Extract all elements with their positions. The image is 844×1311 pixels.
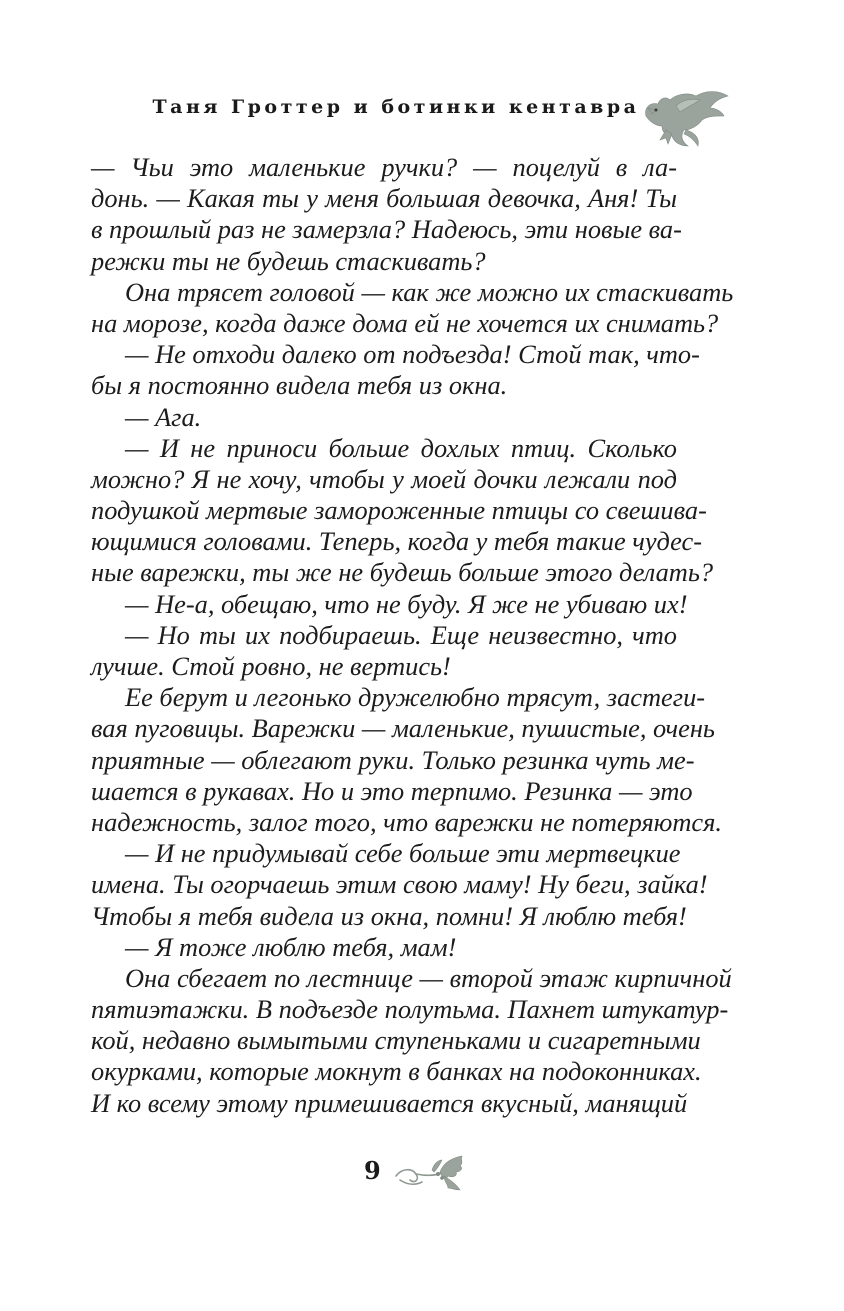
- text-line: шается в рукавах. Но и это терпимо. Резинка — это: [91, 775, 693, 806]
- text-line: Ее берут и легонько дружелюбно трясут, застеги-: [125, 682, 706, 713]
- text-line: режки ты не будешь стаскивать?: [91, 245, 486, 276]
- text-line: — Я тоже люблю тебя, мам!: [125, 931, 457, 962]
- page-footer: [0, 1150, 844, 1200]
- text-line: имена. Ты огорчаешь этим свою маму! Ну беги, зайка!: [91, 869, 708, 900]
- text-line: Она трясет головой — как же можно их стаскивать: [125, 276, 734, 307]
- text-line: вая пуговицы. Варежки — маленькие, пушистые, очень: [91, 713, 715, 744]
- text-line: в прошлый раз не замерзла? Надеюсь, эти новые ва-: [91, 214, 682, 245]
- text-line: надежность, залог того, что варежки не потеряются.: [91, 806, 722, 837]
- text-line: — Не-а, обещаю, что не буду. Я же не убиваю их!: [125, 588, 688, 619]
- text-line: на морозе, когда даже дома ей не хочется их снимать?: [91, 307, 719, 338]
- text-line: донь. — Какая ты у меня большая девочка, Аня! Ты: [91, 183, 677, 214]
- text-line: — И не приноси больше дохлых птиц. Сколько: [125, 432, 677, 463]
- text-line: — Ага.: [125, 401, 202, 432]
- text-line: лучше. Стой ровно, не вертись!: [91, 651, 451, 681]
- text-line: приятные — облегают руки. Только резинка чуть ме-: [91, 744, 695, 775]
- text-line: ные варежки, ты же не будешь больше этого делать?: [91, 557, 714, 588]
- text-line: Она сбегает по лестнице — второй этаж кирпичной: [125, 962, 732, 993]
- book-title: Таня Гроттер и ботинки кентавра: [152, 96, 640, 118]
- text-line: И ко всему этому примешивается вкусный, манящий: [91, 1087, 688, 1118]
- text-line: — Но ты их подбираешь. Еще неизвестно, что: [125, 619, 677, 650]
- text-line: можно? Я не хочу, чтобы у моей дочки лежали под: [91, 463, 677, 494]
- text-line: подушкой мертвые замороженные птицы со свешива-: [91, 495, 707, 526]
- text-line: ющимися головами. Теперь, когда у тебя такие чудес-: [91, 526, 703, 557]
- text-line: окурками, которые мокнут в банках на подоконниках.: [91, 1056, 702, 1087]
- holly-ornament-icon: [392, 1150, 472, 1194]
- text-line: — И не придумывай себе больше эти мертвецкие: [125, 838, 681, 869]
- text-line: Чтобы я тебя видела из окна, помни! Я люблю тебя!: [91, 900, 687, 931]
- text-line: бы я постоянно видела тебя из окна.: [91, 370, 508, 401]
- dragon-ornament-icon: [636, 86, 732, 150]
- text-line: — Не отходи далеко от подъезда! Стой так, что-: [125, 339, 700, 370]
- text-line: пятиэтажки. В подъезде полутьма. Пахнет штукатур-: [91, 994, 729, 1025]
- text-line: кой, недавно вымытыми ступеньками и сигаретными: [91, 1025, 701, 1056]
- text-line: — Чьи это маленькие ручки? — поцелуй в ла-: [91, 152, 677, 182]
- page-number: 9: [364, 1156, 381, 1185]
- body-text: [91, 152, 734, 1119]
